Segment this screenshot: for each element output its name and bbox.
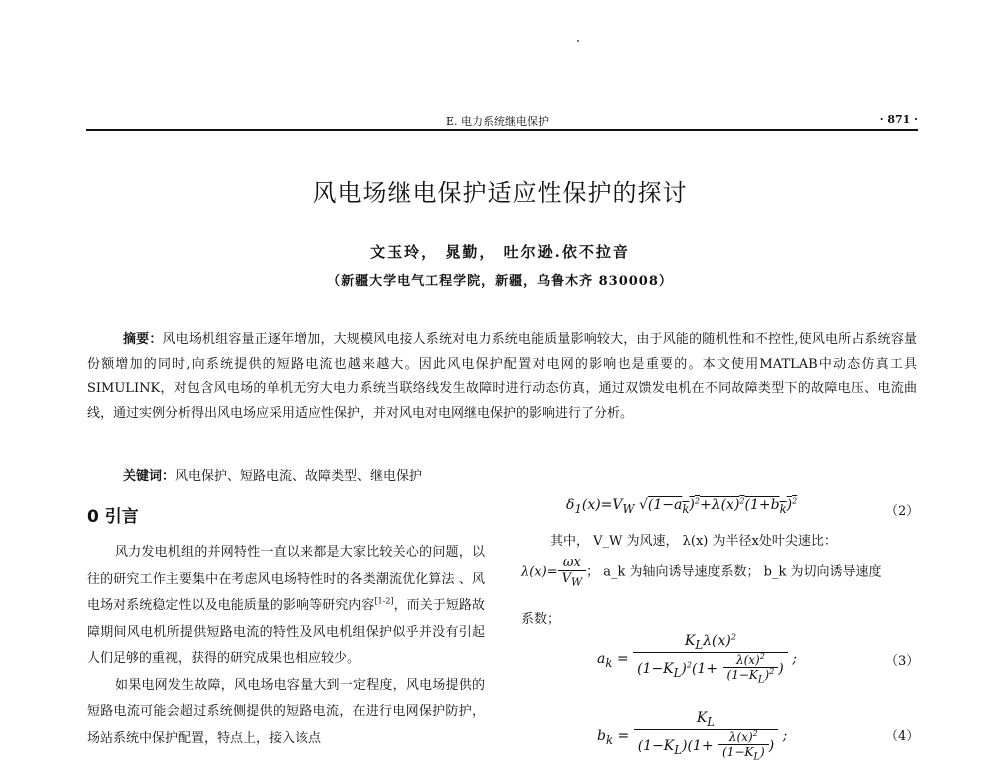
intro-paragraph: [87, 673, 485, 753]
eq-explanation-2-tail: ； a_k 为轴向诱导速度系数； b_k 为切向诱导速度: [586, 564, 882, 580]
running-header: [86, 110, 918, 130]
eq2-number: （2）: [885, 504, 920, 519]
citation: [1-2]: [374, 596, 394, 606]
header-rule: [86, 129, 918, 131]
eq3-number: （3）: [885, 654, 920, 669]
intro-paragraph: [87, 540, 485, 673]
eq-explanation-1: 其中， V_W 为风速， λ(x) 为半径x处叶尖速比：: [550, 534, 837, 549]
keywords-label: 关键词：: [123, 469, 176, 484]
section-heading: 0 引言: [87, 507, 139, 527]
equation-4: $b_k$ = $K_L$ $(1-K_L)(1+$ $\frac{\lambda(x)^2}{(1-K_L)}$ ) ;: [597, 710, 788, 762]
equation-2: $\delta_1(x)=V_W$ $√(1-a_k)^2+\lambda(x)^2(1+b_k)^2$: [566, 496, 798, 516]
page-number: · 871 ·: [879, 113, 918, 126]
scan-speck: [577, 40, 579, 42]
equation-3: $a_k$ = $K_L\lambda(x)^2$ $(1-K_L)^2(1+$ $\frac{\lambda(x)^2}{(1-K_L)^2}$ ) ;: [597, 632, 797, 686]
intro-text: [87, 540, 485, 760]
keywords: [123, 465, 422, 484]
header-section: E. 电力系统继电保护: [446, 115, 550, 128]
abstract: [87, 328, 917, 426]
abstract-text: 风电场机组容量正逐年增加，大规模风电接人系统对电力系统电能质量影响较大，由于风能的随机性和不控性,使风电所占系统容量份额增加的同时,向系统提供的短路电流也越来越大。因此风电保护配置对电网的影响也是重要的。本文使用MATLAB中动态仿真工具SIMULINK，对包含风电场的单机无穷大电力系统当联络线发生故障时进行动态仿真，通过双馈发电机在不同故障类型下的故障电压、电流曲线，通过实例分析得出风电场应采用适应性保护，并对风电对电网继电保护的影响进行了分析。: [87, 332, 917, 421]
intro-p1-rest: ，而关于短路故障期间风电机所提供短路电流的特性及风电机组保护似乎并没有引起人们足够的重视，获得的研究成果也相应较少。: [87, 598, 485, 666]
abstract-label: 摘要：: [123, 332, 163, 347]
eq4-number: （4）: [885, 729, 920, 744]
paper-title: 风电场继电保护适应性保护的探讨: [312, 179, 688, 207]
intro-p2: 如果电网发生故障，风电场电容量大到一定程度，风电场提供的短路电流可能会超过系统侧提供的短路电流，在进行电网保护防护，场站系统中保护配置，特点上，接入该点: [87, 677, 485, 746]
authors: 文玉玲， 晁勤， 吐尔逊.依不拉音: [370, 243, 630, 261]
affiliation: （新疆大学电气工程学院，新疆，乌鲁木齐 830008）: [327, 274, 673, 289]
intro-p1: 风力发电机组的并网特性一直以来都是大家比较关心的问题，以往的研究工作主要集中在考虑风电场特性时的各类潮流优化算法 、风电场对系统稳定性以及电能质量的影响等研究内容: [87, 545, 485, 613]
eq-explanation-3: 系数；: [521, 612, 561, 627]
eq-explanation-2: λ(x)= $\frac{\omega x}{V_W}$ ； a_k 为轴向诱导速度系数； b_k 为切向诱导速度: [521, 555, 882, 589]
keywords-text: 风电保护、短路电流、故障类型、继电保护: [175, 469, 423, 484]
